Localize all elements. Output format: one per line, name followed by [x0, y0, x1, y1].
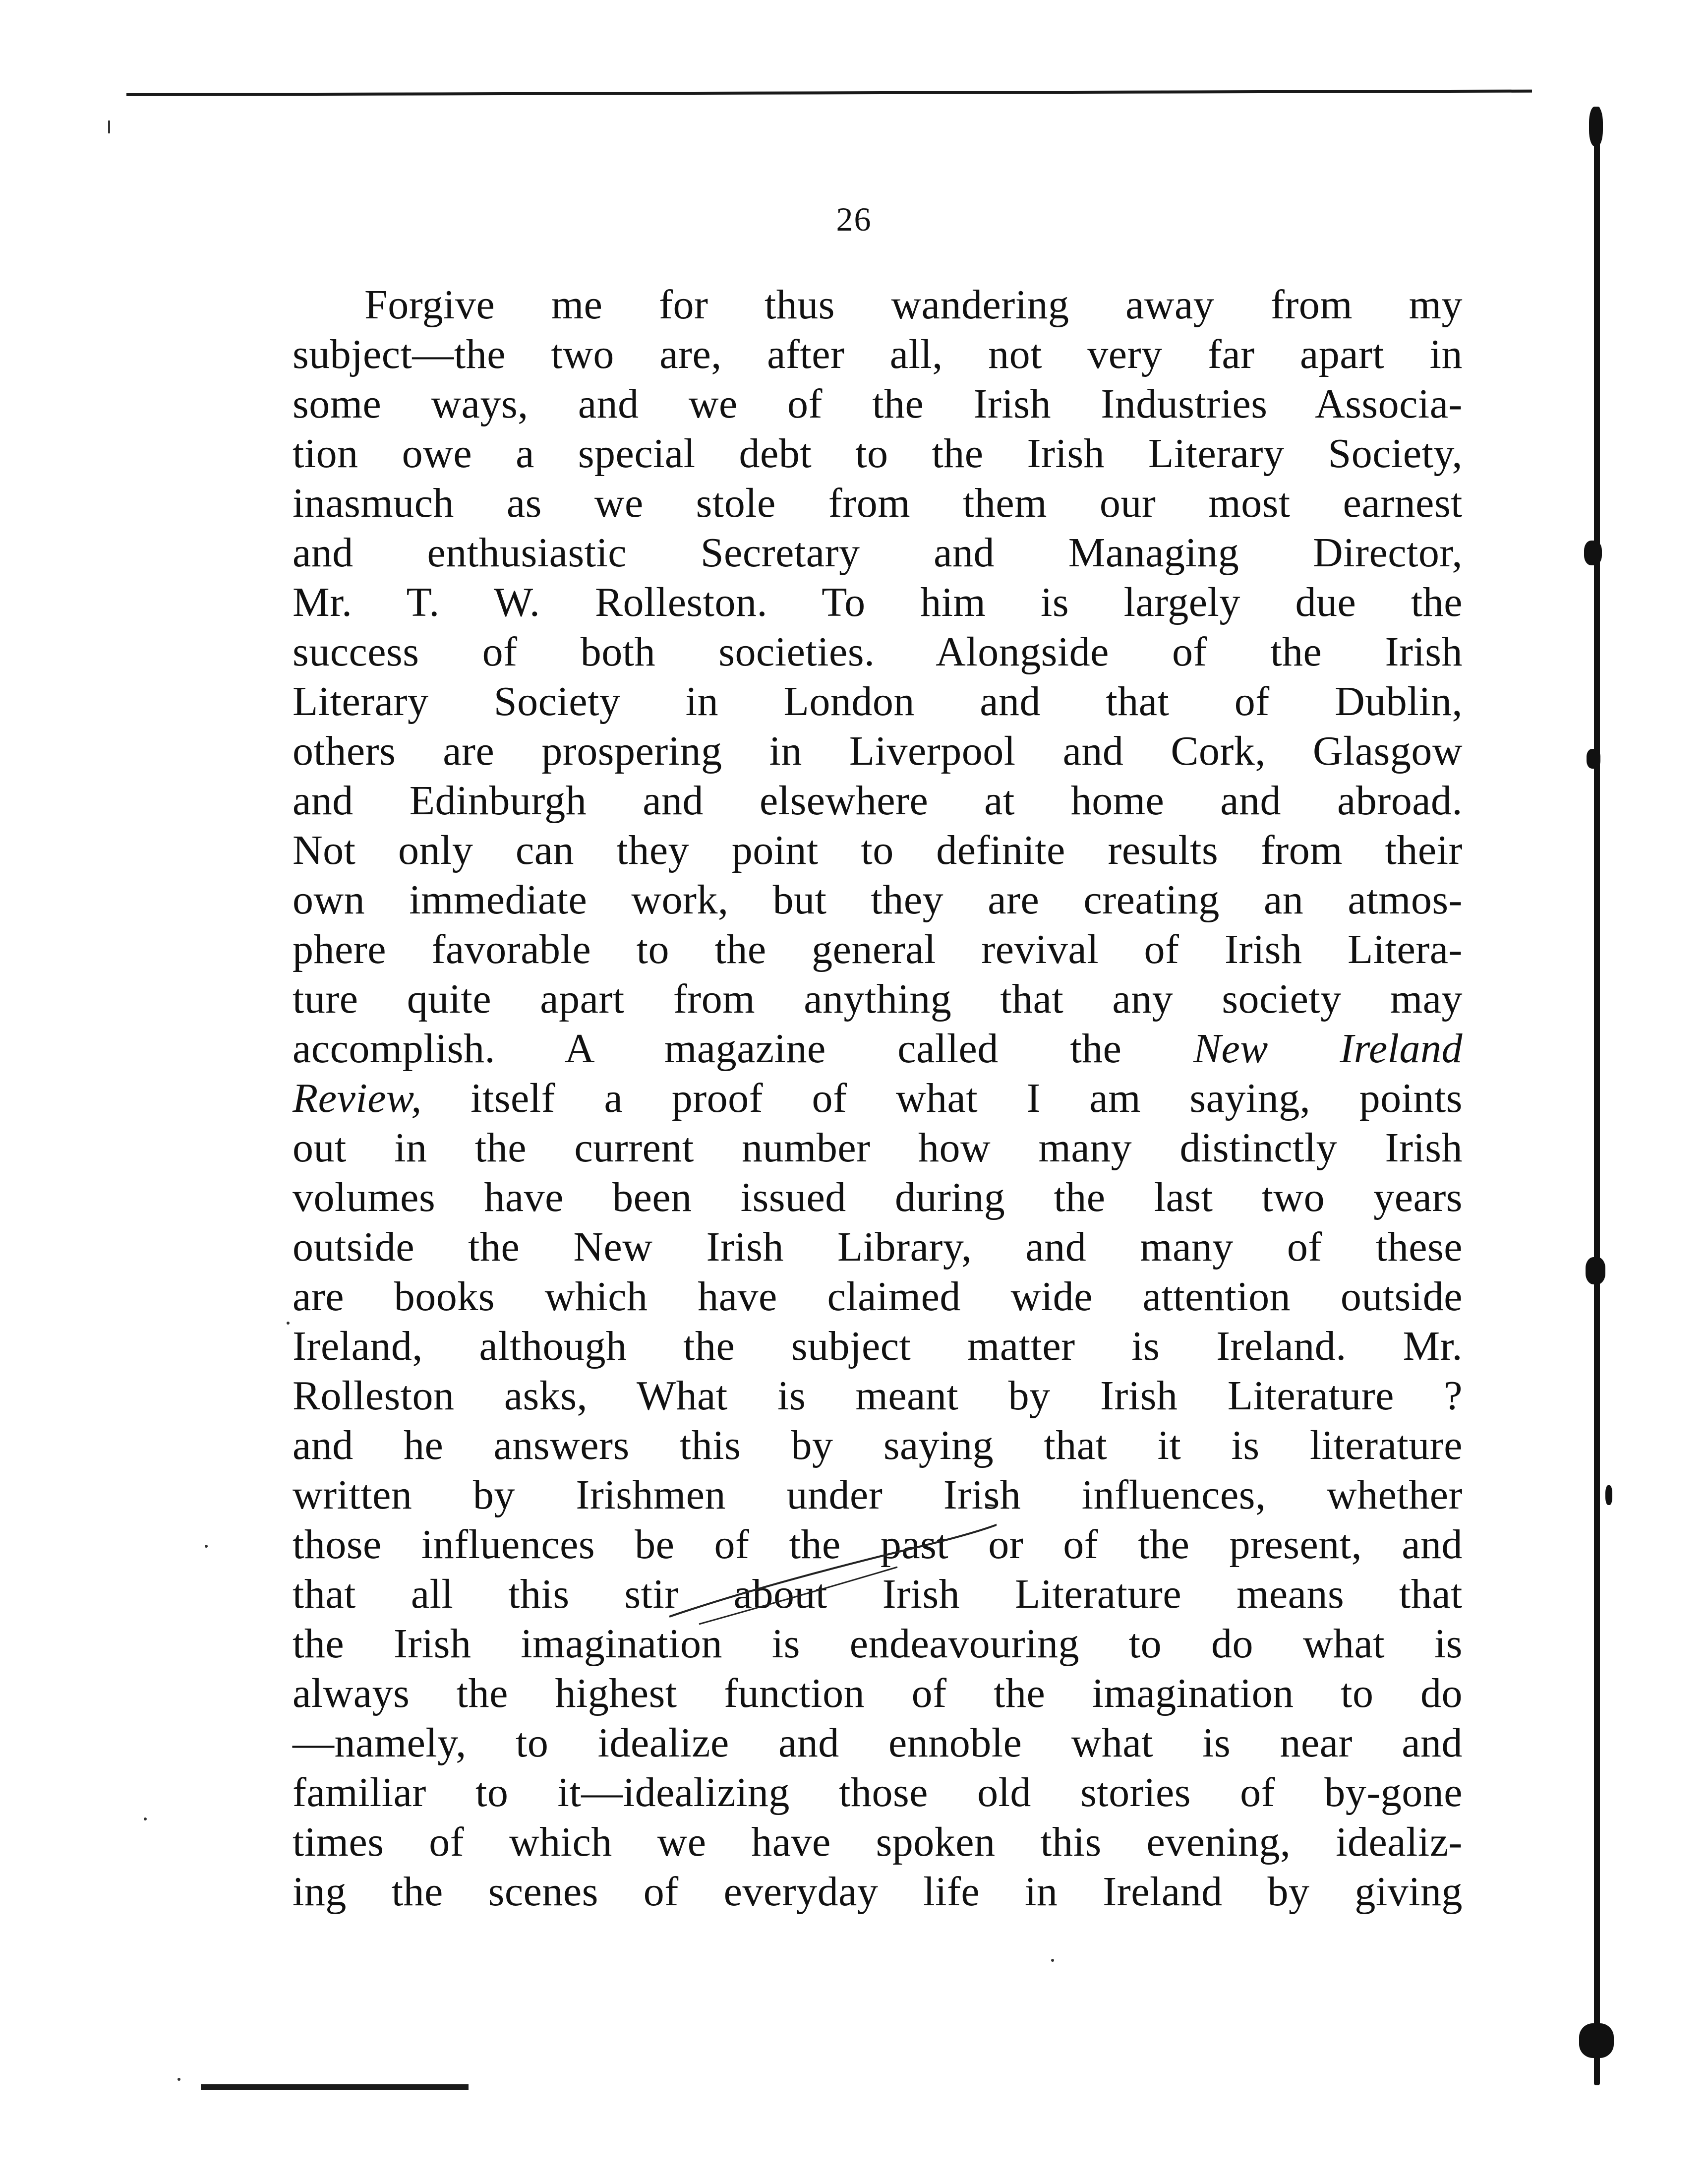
text-line — [293, 1272, 1463, 1322]
text-line — [293, 1718, 1463, 1768]
text-line — [293, 1123, 1463, 1173]
line-text: and Edinburgh and elsewhere at home and abroad. — [293, 778, 1463, 824]
text-line — [293, 1024, 1463, 1074]
line-text: familiar to it—idealizing those old stories of by-gone — [293, 1769, 1463, 1816]
text-line — [293, 1520, 1463, 1570]
binding-blot — [1589, 107, 1603, 146]
line-text: Literary Society in London and that of Dublin, — [293, 678, 1463, 725]
italic-title: Review, — [293, 1075, 422, 1121]
binding-blot — [1587, 749, 1600, 769]
text-line — [293, 479, 1463, 528]
text-line — [293, 1570, 1463, 1619]
text-line — [293, 677, 1463, 727]
line-text: that all this stir about Irish Literature means that — [293, 1571, 1463, 1617]
line-text: ing the scenes of everyday life in Ireland by giving — [293, 1869, 1463, 1915]
line-text: others are prospering in Liverpool and Cork, Glasgow — [293, 728, 1463, 774]
binding-blot — [1584, 541, 1602, 565]
margin-speck — [1051, 1959, 1054, 1962]
margin-speck — [177, 2078, 180, 2081]
text-line — [293, 1768, 1463, 1817]
line-text: phere favorable to the general revival of Irish Litera- — [293, 926, 1463, 972]
line-text: outside the New Irish Library, and many of these — [293, 1224, 1463, 1270]
line-text: are books which have claimed wide attention outside — [293, 1273, 1463, 1320]
binding-edge — [1594, 107, 1600, 2085]
bottom-rule — [201, 2084, 469, 2090]
line-text: Forgive me for thus wandering away from my — [364, 282, 1463, 328]
line-text: subject—the two are, after all, not very far apart in — [293, 331, 1463, 377]
line-text: accomplish. A magazine called the — [293, 1026, 1122, 1072]
line-text: Ireland, although the subject matter is Ireland. Mr. — [293, 1323, 1463, 1369]
text-line — [293, 1669, 1463, 1718]
binding-blot — [1579, 2023, 1614, 2058]
line-text: Rolleston asks, What is meant by Irish Literature ? — [293, 1373, 1463, 1419]
text-line — [293, 1867, 1463, 1917]
line-text: Mr. T. W. Rolleston. To him is largely due the — [293, 579, 1463, 625]
text-line — [293, 875, 1463, 925]
line-text: Not only can they point to definite results from their — [293, 827, 1463, 873]
line-text: some ways, and we of the Irish Industries Associa- — [293, 381, 1463, 427]
line-text: volumes have been issued during the last two years — [293, 1174, 1463, 1220]
line-text: those influences be of the past or of the present, and — [293, 1521, 1463, 1568]
text-line — [293, 379, 1463, 429]
text-line — [293, 1619, 1463, 1669]
text-line — [293, 1371, 1463, 1421]
line-text: and he answers this by saying that it is literature — [293, 1422, 1463, 1468]
margin-speck — [287, 1322, 290, 1325]
body-text — [293, 280, 1463, 1917]
text-line — [293, 528, 1463, 578]
text-line — [293, 1222, 1463, 1272]
line-text: and enthusiastic Secretary and Managing Director, — [293, 530, 1463, 576]
line-text: always the highest function of the imagination to do — [293, 1670, 1463, 1716]
text-line — [293, 429, 1463, 479]
line-text: —namely, to idealize and ennoble what is near and — [293, 1720, 1463, 1766]
line-text: out in the current number how many distinctly Irish — [293, 1125, 1463, 1171]
text-line — [293, 826, 1463, 875]
text-line — [293, 776, 1463, 826]
text-line — [293, 330, 1463, 379]
text-line — [293, 1421, 1463, 1470]
line-text: own immediate work, but they are creating an atmos- — [293, 877, 1463, 923]
line-text: success of both societies. Alongside of the Irish — [293, 629, 1463, 675]
text-line — [293, 280, 1463, 330]
margin-tick — [108, 121, 110, 133]
line-text: times of which we have spoken this evening, idealiz- — [293, 1819, 1463, 1865]
margin-speck — [205, 1545, 208, 1548]
top-rule — [126, 90, 1532, 96]
binding-blot — [1586, 1257, 1605, 1284]
line-text: inasmuch as we stole from them our most earnest — [293, 480, 1463, 526]
text-line — [293, 925, 1463, 974]
text-line — [293, 1470, 1463, 1520]
text-line — [293, 974, 1463, 1024]
text-line — [293, 727, 1463, 776]
margin-speck — [144, 1817, 147, 1820]
text-line — [293, 1173, 1463, 1222]
text-line — [293, 1817, 1463, 1867]
binding-blot — [1605, 1485, 1612, 1505]
line-text: itself a proof of what I am saying, points — [421, 1075, 1463, 1121]
text-line — [293, 578, 1463, 627]
line-text: the Irish imagination is endeavouring to do what is — [293, 1621, 1463, 1667]
text-line — [293, 1074, 1463, 1123]
page-number: 26 — [836, 200, 872, 238]
line-text: ture quite apart from anything that any society may — [293, 976, 1463, 1022]
line-text: tion owe a special debt to the Irish Literary Society, — [293, 430, 1463, 477]
text-line — [293, 1322, 1463, 1371]
italic-title: New Ireland — [1193, 1026, 1463, 1072]
line-text: written by Irishmen under Irish influences, whether — [293, 1472, 1463, 1518]
text-line — [293, 627, 1463, 677]
